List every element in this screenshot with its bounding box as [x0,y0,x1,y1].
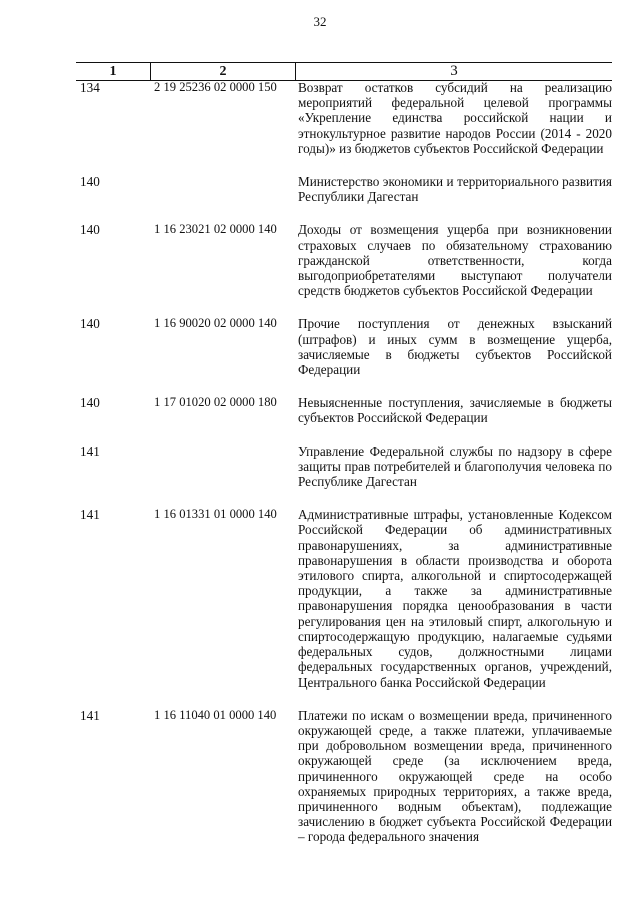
description: Административные штрафы, установленные Кодексом Российской Федерации об административных правонарушениях, за административные правонарушения в области производства и оборота этилового спирта, алкогольной и спиртосодержащей продукции, а также за административные правонарушения порядка ценообразования в части регулирования цен на этиловый спирт, алкогольную и спиртосодержащую продукцию, налагаемые судьями федеральных судов, должностными лицами федеральных государственных органов, учреждений, Центрального банка Российской Федерации [298,507,612,690]
budget-code: 1 17 01020 02 0000 180 [154,395,277,410]
admin-code: 141 [80,507,100,523]
description: Невыясненные поступления, зачисляемые в бюджеты субъектов Российской Федерации [298,395,612,426]
budget-code: 1 16 01331 01 0000 140 [154,507,277,522]
column-header-1: 1 [109,64,117,79]
table-row [76,708,612,845]
table-row [76,395,612,425]
admin-code: 134 [80,80,100,95]
table-row [76,507,612,689]
admin-code: 141 [80,707,100,723]
budget-code [150,174,294,204]
admin-code: 140 [80,222,100,238]
table-row [76,80,612,156]
admin-code: 140 [80,395,100,411]
admin-code: 140 [80,316,100,332]
column-header-2: 2 [150,63,295,80]
budget-code: 1 16 90020 02 0000 140 [154,316,277,331]
admin-code: 140 [80,174,100,190]
budget-code: 1 16 11040 01 0000 140 [154,707,277,722]
budget-code: 1 16 23021 02 0000 140 [154,222,277,237]
description: Платежи по искам о возмещении вреда, причиненного окружающей среде, а также платежи, уплачиваемые при добровольном возмещении вреда, причиненного окружающей среде (за исключением вреда, причиненного окружающей среде на особо охраняемых природных территориях, а также вреда, причиненного водным объектам), подлежащие зачислению в бюджет субъекта Российской Федерации – города федерального значения [298,707,612,845]
table-row [76,316,612,377]
table-row [76,444,612,490]
budget-code: 2 19 25236 02 0000 150 [154,80,277,94]
description: Прочие поступления от денежных взысканий (штрафов) и иных сумм в возмещение ущерба, зачисляемые в бюджеты субъектов Российской Федерации [298,316,612,378]
description: Управление Федеральной службы по надзору в сфере защиты прав потребителей и благополучия человека по Республике Дагестан [298,443,612,490]
table-row [76,174,612,204]
table-row [76,222,612,298]
description: Возврат остатков субсидий на реализацию мероприятий федеральной целевой программы «Укрепление единства российской нации и этнокультурное развитие народов России (2014 - 2020 годы)» из бюджетов субъектов Российской Федерации [298,80,612,156]
column-header-3: 3 [295,63,612,80]
table-header [76,62,612,81]
page-number: 32 [313,14,327,29]
admin-code: 141 [80,443,100,459]
table-body [76,80,612,863]
budget-code [150,444,294,490]
description: Доходы от возмещения ущерба при возникновении страховых случаев по обязательному страхованию гражданской ответственности, когда выгодоприобретателями выступают получатели средств бюджетов субъектов Российской Федерации [298,222,612,299]
description: Министерство экономики и территориального развития Республики Дагестан [298,174,612,205]
